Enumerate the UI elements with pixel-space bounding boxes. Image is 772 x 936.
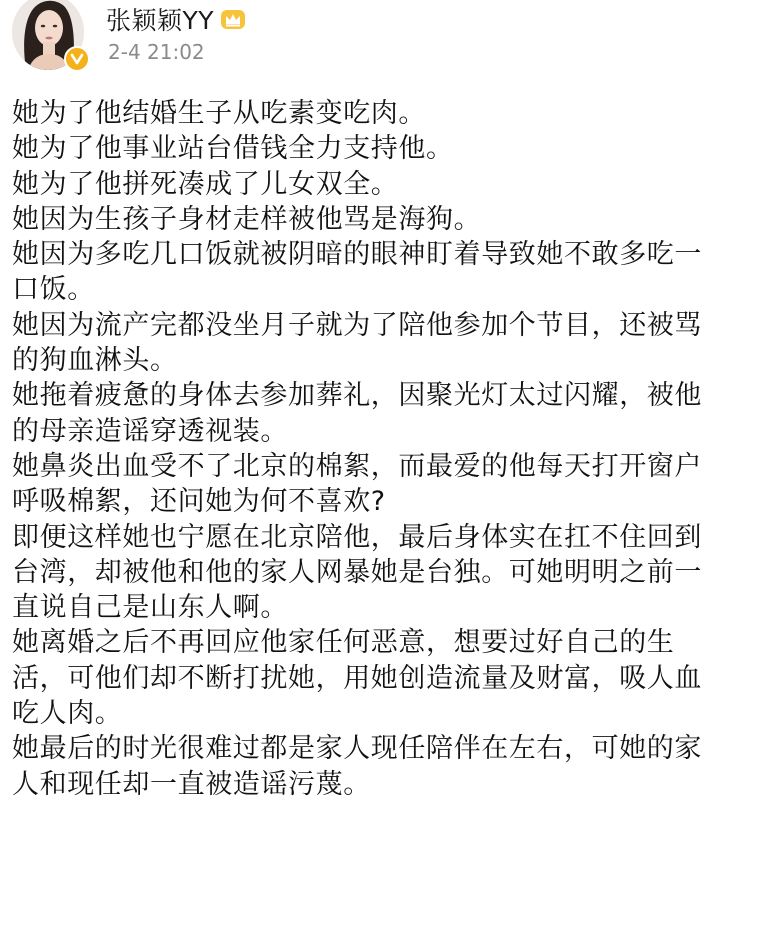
post-line: 吃人肉。	[12, 698, 123, 730]
post-line: 人和现任却一直被造谣污蔑。	[12, 768, 371, 800]
post-line: 口饭。	[12, 274, 95, 306]
post-timestamp: 2-4 21:02	[108, 40, 205, 64]
post-line: 呼吸棉絮，还问她为何不喜欢?	[12, 486, 386, 518]
post-line: 她因为生孩子身材走样被他骂是海狗。	[12, 203, 482, 235]
crown-badge-icon[interactable]	[220, 7, 246, 31]
username[interactable]: 张颖颖YY	[106, 6, 215, 35]
avatar-container[interactable]	[10, 0, 88, 72]
post-line: 她最后的时光很难过都是家人现任陪伴在左右，可她的家	[12, 733, 702, 765]
post-line: 她因为多吃几口饭就被阴暗的眼神盯着导致她不敢多吃一	[12, 239, 702, 271]
post-line: 直说自己是山东人啊。	[12, 592, 288, 624]
post-header	[0, 0, 772, 90]
post-line: 活，可他们却不断打扰她，用她创造流量及财富，吸人血	[12, 662, 702, 694]
post-line: 即便这样她也宁愿在北京陪他，最后身体实在扛不住回到	[12, 521, 702, 553]
post-line: 她鼻炎出血受不了北京的棉絮，而最爱的他每天打开窗户	[12, 450, 702, 482]
post-body	[12, 96, 764, 802]
post-line: 她离婚之后不再回应他家任何恶意，想要过好自己的生	[12, 627, 675, 659]
post-line: 的狗血淋头。	[12, 345, 178, 377]
verified-badge-icon	[64, 46, 90, 72]
post-line: 她为了他事业站台借钱全力支持他。	[12, 133, 454, 165]
post-line: 的母亲造谣穿透视装。	[12, 415, 288, 447]
post-line: 她为了他拼死凑成了儿女双全。	[12, 168, 399, 200]
username-row	[106, 2, 246, 36]
post-line: 她为了他结婚生子从吃素变吃肉。	[12, 98, 426, 129]
post-line: 她因为流产完都没坐月子就为了陪他参加个节目，还被骂	[12, 309, 702, 341]
post-line: 她拖着疲惫的身体去参加葬礼，因聚光灯太过闪耀，被他	[12, 380, 702, 412]
post-line: 台湾，却被他和他的家人网暴她是台独。可她明明之前一	[12, 556, 702, 588]
